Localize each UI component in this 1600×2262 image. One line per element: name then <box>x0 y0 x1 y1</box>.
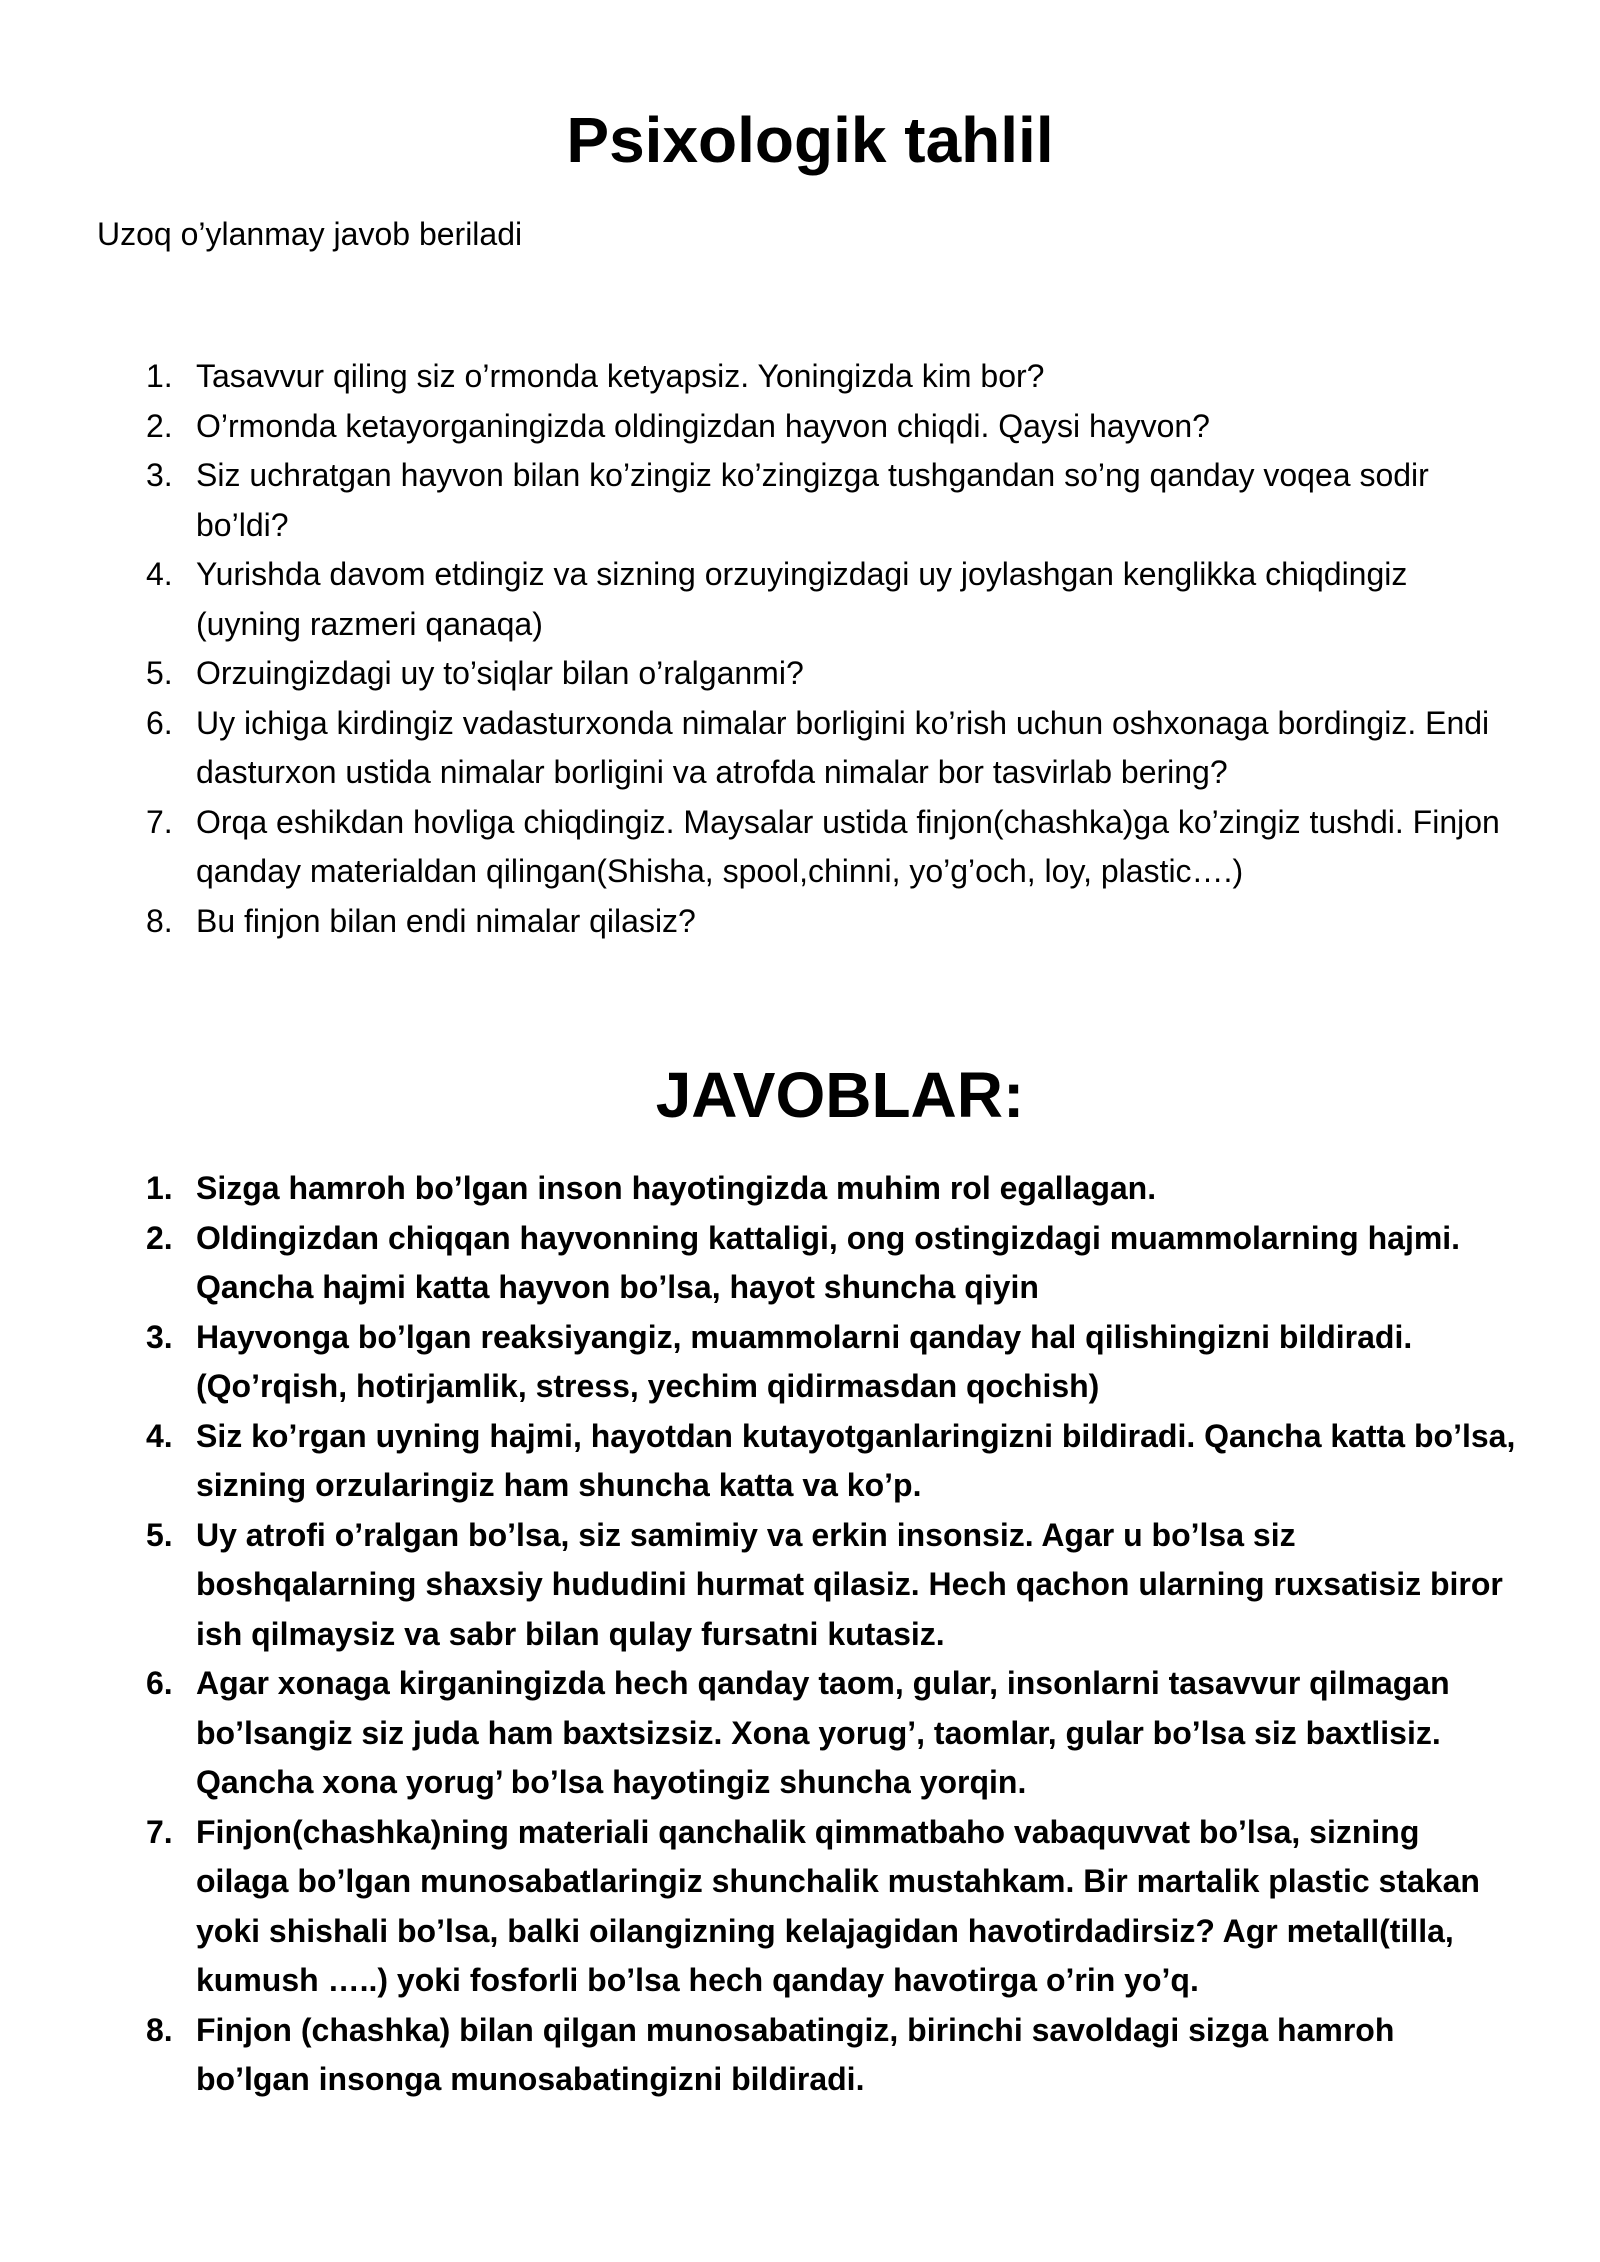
question-item <box>0 550 1516 649</box>
answer-text: Finjon (chashka) bilan qilgan munosabatingiz, birinchi savoldagi sizga hamroh bo’lgan insonga munosabatingizni bildiradi. <box>196 2011 1395 2097</box>
answer-text: Sizga hamroh bo’lgan inson hayotingizda muhim rol egallagan. <box>196 1170 1157 1206</box>
question-text: Bu finjon bilan endi nimalar qilasiz? <box>196 902 696 939</box>
answer-item <box>0 1313 1516 1412</box>
answer-item <box>0 1164 1516 1214</box>
question-text: Siz uchratgan hayvon bilan ko’zingiz ko’zingizga tushgandan so’ng qanday voqea sodir bo’ldi? <box>196 457 1429 543</box>
answer-number: 2. <box>146 1219 173 1256</box>
answer-number: 1. <box>146 1170 173 1206</box>
questions-list <box>0 352 1516 946</box>
answers-heading: JAVOBLAR: <box>655 1059 1025 1131</box>
question-number: 4. <box>146 556 173 592</box>
answer-item <box>0 1214 1516 1313</box>
answer-text: Finjon(chashka)ning materiali qanchalik qimmatbaho vabaquvvat bo’lsa, sizning oilaga bo’lgan munosabatlaringiz shunchalik mustahkam. Bir martalik plastic stakan yoki shishali bo’lsa, balki oilangizning kelajagidan havotirdadirsiz? Agr metall(tilla, kumush …..) yoki fosforli bo’lsa hech qanday havotirga o’rin yo’q. <box>196 1813 1480 1998</box>
answer-text: Agar xonaga kirganingizda hech qanday taom, gular, insonlarni tasavvur qilmagan bo’lsangiz siz juda ham baxtsizsiz. Xona yorug’, taomlar, gular bo’lsa siz baxtlisiz. Qancha xona yorug’ bo’lsa hayotingiz shuncha yorqin. <box>196 1665 1450 1800</box>
question-number: 8. <box>146 902 173 939</box>
question-text: Orqa eshikdan hovliga chiqdingiz. Maysalar ustida finjon(chashka)ga ko’zingiz tushdi. Finjon qanday materialdan qilingan(Shisha, spool,chinni, yo’g’och, loy, plastic….) <box>196 803 1500 889</box>
question-number: 7. <box>146 803 173 840</box>
answer-number: 4. <box>146 1417 173 1454</box>
answer-number: 8. <box>146 2011 173 2048</box>
question-item <box>0 649 1516 699</box>
answer-number: 5. <box>146 1516 173 1553</box>
question-number: 6. <box>146 704 173 741</box>
question-text: O’rmonda ketayorganingizda oldingizdan hayvon chiqdi. Qaysi hayvon? <box>196 407 1210 444</box>
question-item <box>0 699 1516 798</box>
answer-item <box>0 1659 1516 1808</box>
question-item <box>0 798 1516 897</box>
answer-text: Uy atrofi o’ralgan bo’lsa, siz samimiy va erkin insonsiz. Agar u bo’lsa siz boshqalarning shaxsiy hududini hurmat qilasiz. Hech qachon ularning ruxsatisiz biror ish qilmaysiz va sabr bilan qulay fursatni kutasiz. <box>196 1516 1503 1652</box>
question-item <box>0 352 1516 402</box>
question-number: 2. <box>146 407 173 444</box>
answer-item <box>0 1511 1516 1660</box>
question-text: Tasavvur qiling siz o’rmonda ketyapsiz. Yoningizda kim bor? <box>196 358 1045 394</box>
question-text: Yurishda davom etdingiz va sizning orzuyingizdagi uy joylashgan kenglikka chiqdingiz (uyning razmeri qanaqa) <box>196 556 1408 642</box>
question-item <box>0 451 1516 550</box>
answers-list <box>0 1164 1516 2105</box>
answer-item <box>0 1808 1516 2006</box>
question-item <box>0 402 1516 452</box>
page-title: Psixologik tahlil <box>566 104 1054 176</box>
answer-item <box>0 1412 1516 1511</box>
question-text: Uy ichiga kirdingiz vadasturxonda nimalar borligini ko’rish uchun oshxonaga bordingiz. Endi dasturxon ustida nimalar borligini va atrofda nimalar bor tasvirlab bering? <box>196 704 1490 790</box>
answer-text: Siz ko’rgan uyning hajmi, hayotdan kutayotganlaringizni bildiradi. Qancha katta bo’lsa, sizning orzularingiz ham shuncha katta va ko’p. <box>196 1417 1516 1503</box>
question-number: 1. <box>146 358 173 394</box>
answer-number: 7. <box>146 1813 173 1850</box>
answer-number: 6. <box>146 1665 173 1701</box>
question-text: Orzuingizdagi uy to’siqlar bilan o’ralganmi? <box>196 655 804 691</box>
question-number: 5. <box>146 655 173 691</box>
question-item <box>0 897 1516 947</box>
question-number: 3. <box>146 457 173 493</box>
page-subtitle: Uzoq o’ylanmay javob beriladi <box>97 216 523 252</box>
answer-item <box>0 2006 1516 2105</box>
answer-text: Oldingizdan chiqqan hayvonning kattaligi, ong ostingizdagi muammolarning hajmi. Qancha hajmi katta hayvon bo’lsa, hayot shuncha qiyin <box>196 1219 1461 1305</box>
answer-text: Hayvonga bo’lgan reaksiyangiz, muammolarni qanday hal qilishingizni bildiradi. (Qo’rqish, hotirjamlik, stress, yechim qidirmasdan qochish) <box>196 1318 1413 1404</box>
answer-number: 3. <box>146 1318 173 1355</box>
